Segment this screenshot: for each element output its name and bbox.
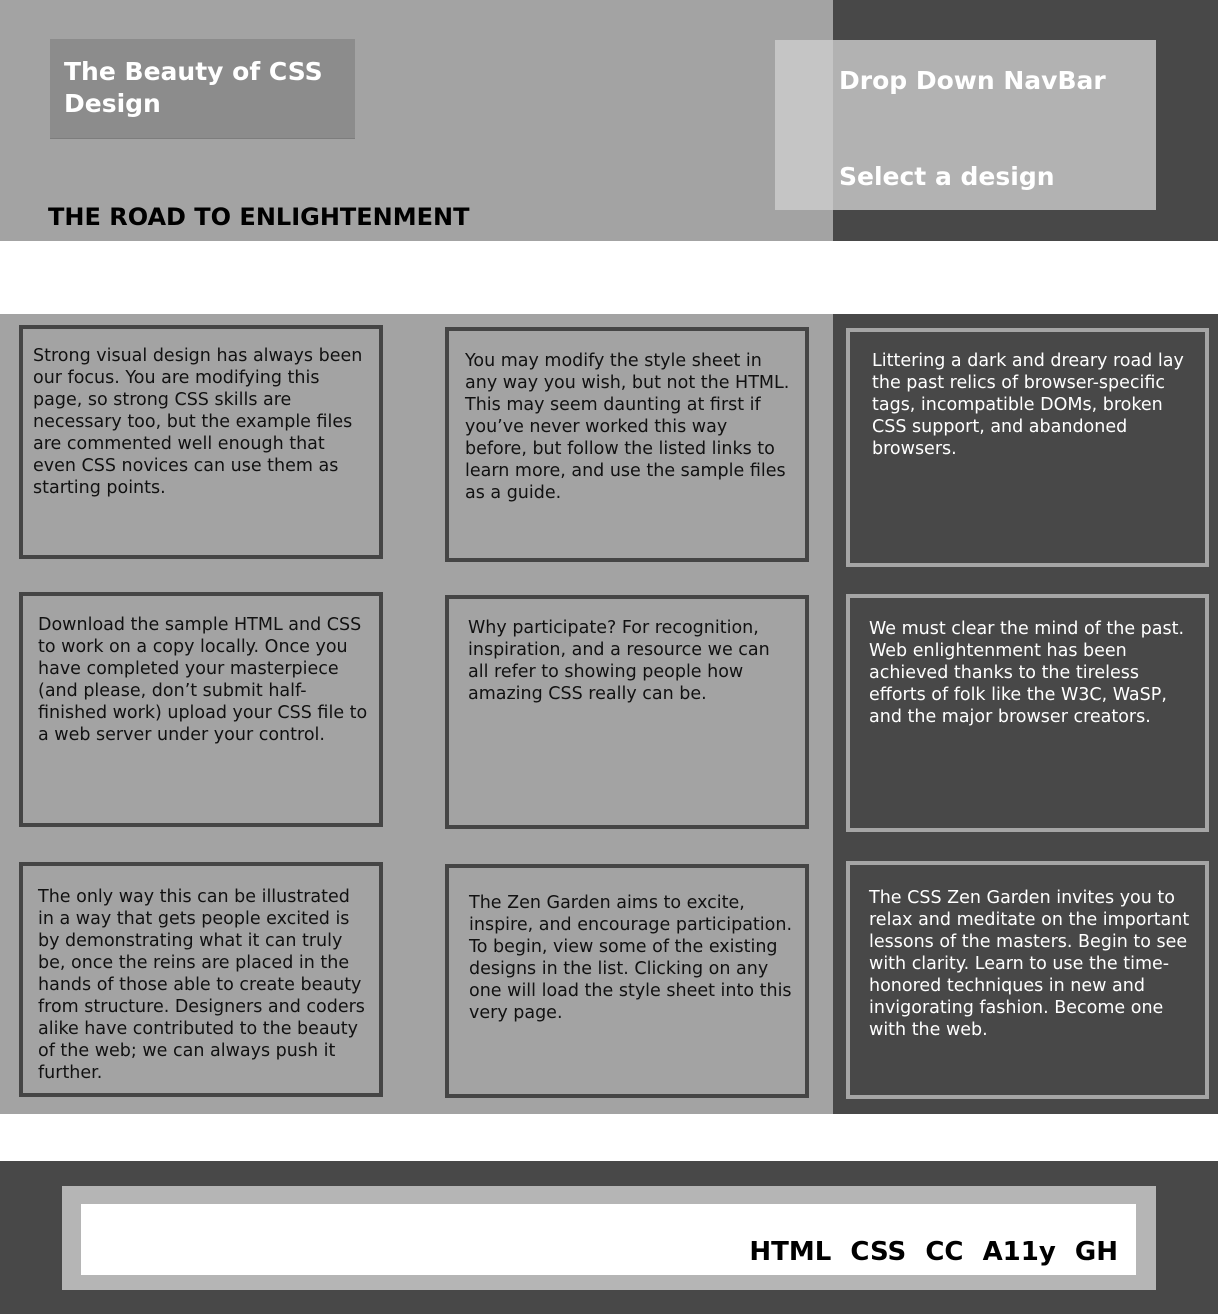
footer-links [749,1235,1118,1269]
card-text: The CSS Zen Garden invites you to relax and meditate on the important lessons of the masters. Begin to see with clarity. Learn to use the time-honored techniques in new and invigorating fashion. Become one with the web. [869,888,1190,1040]
footer-link-html[interactable]: HTML [749,1237,832,1267]
card-modify-stylesheet [445,327,809,562]
card-text: We must clear the mind of the past. Web enlightenment has been achieved thanks to the tireless efforts of folk like the W3C, WaSP, and the major browser creators. [869,619,1185,727]
card-design-focus [19,325,383,559]
card-text: Why participate? For recognition, inspiration, and a resource we can all refer to showing people how amazing CSS really can be. [468,618,770,704]
select-design-dropdown[interactable]: Select a design [839,162,1055,191]
card-download-sample [19,592,383,827]
card-text: Strong visual design has always been our focus. You are modifying this page, so strong CSS skills are necessary too, but the example files are commented well enough that even CSS novices can use them as starting points. [33,346,363,498]
page-tagline: THE ROAD TO ENLIGHTENMENT [48,203,470,231]
card-zen-garden-aims [445,864,809,1098]
footer-link-css[interactable]: CSS [850,1237,907,1267]
card-text: Littering a dark and dreary road lay the past relics of browser-specific tags, incompatible DOMs, broken CSS support, and abandoned browsers. [872,351,1184,459]
card-why-participate [445,595,809,829]
card-text: The only way this can be illustrated in a way that gets people excited is by demonstrating what it can truly be, once the reins are placed in the hands of those able to create beauty from structure. Designers and coders alike have contributed to the beauty of the web; we can always push it further. [38,887,365,1083]
card-clear-mind [846,594,1209,832]
page-title: The Beauty of CSS Design [50,39,355,139]
card-invitation [846,861,1209,1099]
card-text: The Zen Garden aims to excite, inspire, and encourage participation. To begin, view some of the existing designs in the list. Clicking on any one will load the style sheet into this very page. [469,893,793,1023]
card-text: Download the sample HTML and CSS to work on a copy locally. Once you have completed your masterpiece (and please, don’t submit half-finished work) upload your CSS file to a web server under your control. [38,615,368,745]
footer-link-cc[interactable]: CC [925,1237,964,1267]
card-text: You may modify the style sheet in any way you wish, but not the HTML. This may seem daunting at first if you’ve never worked this way before, but follow the listed links to learn more, and use the sample files as a guide. [465,351,790,503]
footer-link-a11y[interactable]: A11y [982,1237,1056,1267]
card-illustrated [19,862,383,1097]
navbar-title: Drop Down NavBar [839,66,1106,95]
footer-link-gh[interactable]: GH [1074,1237,1118,1267]
card-browser-relics [846,328,1209,567]
